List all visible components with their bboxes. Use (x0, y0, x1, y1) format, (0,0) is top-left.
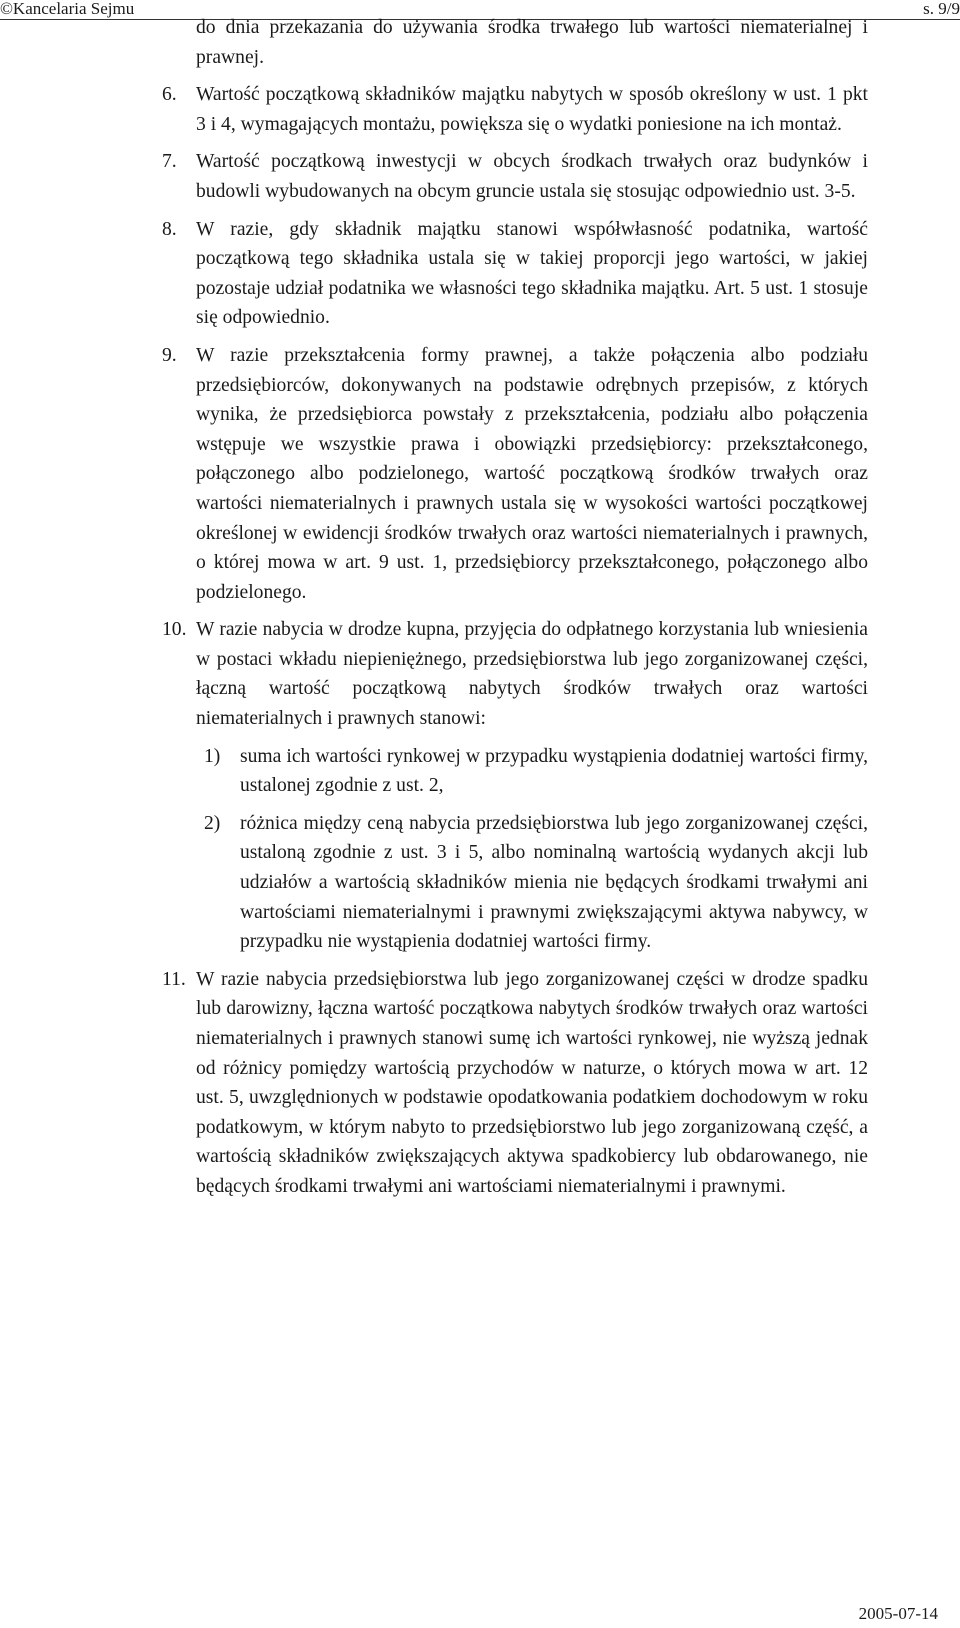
paragraph-text: Wartość początkową inwestycji w obcych środkach trwałych oraz budynków i budowli wybudowanych na obcym gruncie ustala się stosując odpowiednio ust. 3-5. (196, 151, 868, 202)
paragraph-10-item-2 (204, 809, 868, 957)
source-label: ©Kancelaria Sejmu (0, 0, 135, 18)
paragraph-text: W razie nabycia w drodze kupna, przyjęcia do odpłatnego korzystania lub wniesienia w postaci wkładu niepieniężnego, przedsiębiorstwa lub jego zorganizowanej części, łączną wartość początkową nabytych środków trwałych oraz wartości niematerialnych i prawnych stanowi: (196, 619, 868, 730)
paragraph-number: 10. (162, 619, 187, 641)
item-number: 1) (204, 745, 221, 767)
paragraph-text: W razie przekształcenia formy prawnej, a także połączenia albo podziału przedsiębiorców, dokonywanych na podstawie odrębnych przepisów, z których wynika, że przedsiębiorca powstały z przekształcenia, podziału albo połączenia wstępuje we wszystkie prawa i obowiązki przedsiębiorcy: przekształconego, połączonego albo podzielonego, wartość początkową środków trwałych oraz wartości niematerialnych i prawnych ustala się w wysokości wartości początkowej określonej w ewidencji środków trwałych oraz wartości niematerialnych i prawnych, o której mowa w art. 9 ust. 1, przedsiębiorcy przekształconego, połączonego albo podzielonego. (196, 344, 868, 603)
paragraph-number: 11. (162, 968, 186, 990)
item-number: 2) (204, 812, 221, 834)
paragraph-5-continuation: do dnia przekazania do używania środka trwałego lub wartości niematerialnej i prawnej. (196, 17, 868, 68)
paragraph-11 (162, 965, 868, 1202)
paragraph-text: Wartość początkową składników majątku nabytych w sposób określony w ust. 1 pkt 3 i 4, wymagających montażu, powiększa się o wydatki poniesione na ich montaż. (196, 84, 868, 135)
paragraph-10-item-1 (204, 742, 868, 801)
paragraph-7 (162, 147, 868, 206)
paragraph-number: 6. (162, 84, 177, 106)
paragraph-number: 8. (162, 218, 177, 240)
paragraph-text: W razie, gdy składnik majątku stanowi współwłasność podatnika, wartość początkową tego składnika ustala się w takiej proporcji jego wartości, w jakiej pozostaje udział podatnika we własności tego składnika majątku. Art. 5 ust. 1 stosuje się odpowiednio. (196, 218, 868, 329)
paragraph-text: W razie nabycia przedsiębiorstwa lub jego zorganizowanej części w drodze spadku lub darowizny, łączna wartość początkowa nabytych środków trwałych oraz wartości niematerialnych i prawnych stanowi sumę ich wartości rynkowej, nie wyższą jednak od różnicy pomiędzy wartością przychodów w naturze, o których mowa w art. 12 ust. 5, uwzględnionych w podstawie opodatkowania podatkiem dochodowym w roku podatkowym, w którym nabyto to przedsiębiorstwo lub jego zorganizowaną część, a wartością składników zwiększających aktywa spadkobiercy lub obdarowanego, nie będących środkami trwałymi ani wartościami niematerialnymi i prawnymi. (196, 968, 868, 1197)
paragraph-8 (162, 215, 868, 333)
item-text: różnica między ceną nabycia przedsiębiorstwa lub jego zorganizowanej części, ustaloną zgodnie z ust. 3 i 5, albo nominalną wartością wydanych akcji lub udziałów a wartością składników mienia nie będących środkami trwałymi ani wartościami niematerialnymi i prawnymi zwiększającymi aktywa nabywcy, w przypadku nie wystąpienia dodatniej wartości firmy. (240, 812, 868, 953)
item-text: suma ich wartości rynkowej w przypadku wystąpienia dodatniej wartości firmy, ustalonej zgodnie z ust. 2, (240, 745, 868, 797)
page-number: s. 9/9 (923, 0, 960, 18)
paragraph-10 (162, 615, 868, 733)
paragraph-6 (162, 80, 868, 139)
paragraph-number: 9. (162, 344, 177, 366)
paragraph-9 (162, 341, 868, 607)
document-date: 2005-07-14 (858, 1604, 938, 1623)
paragraph-number: 7. (162, 151, 177, 173)
document-body (162, 13, 868, 1202)
